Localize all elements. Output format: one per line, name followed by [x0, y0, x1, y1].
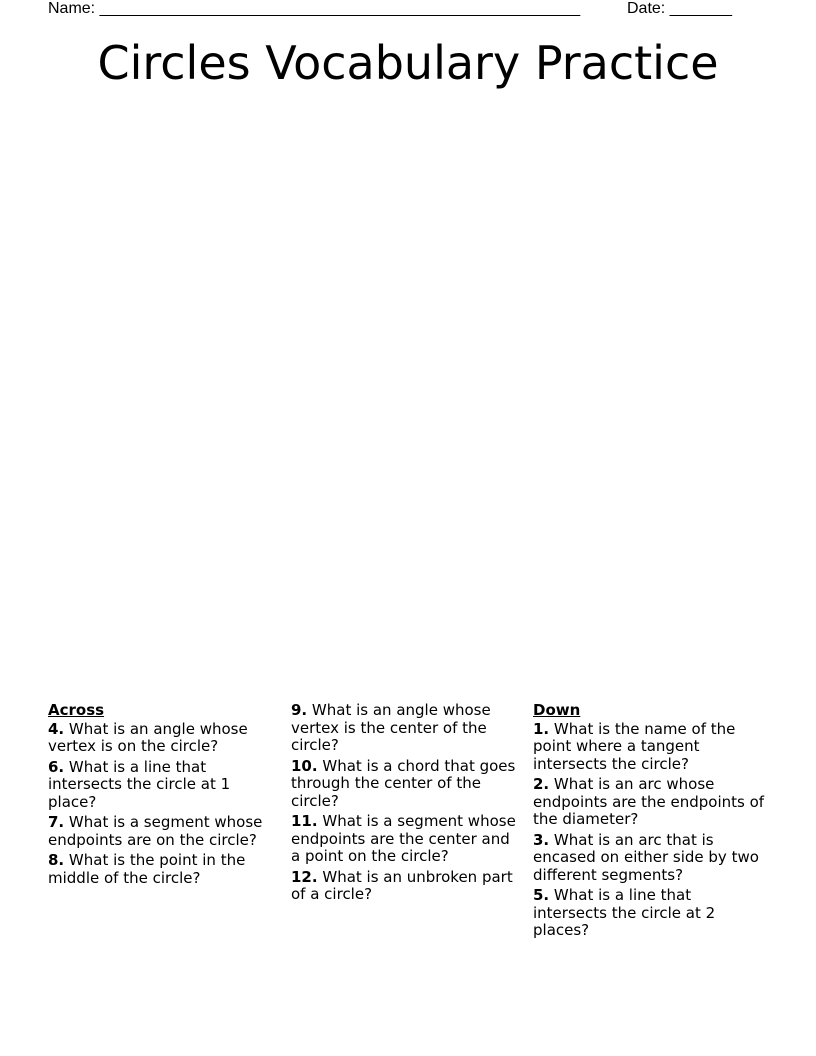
name-field-line: Name: ______________________________________________________: [48, 0, 581, 17]
clue-across: 10. What is a chord that goes through the center of the circle?: [291, 756, 516, 810]
clue-down: 1. What is the name of the point where a tangent intersects the circle?: [533, 719, 736, 773]
clue-down: 3. What is an arc that is encased on either side by two different segments?: [533, 830, 759, 884]
clue-across: 7. What is a segment whose endpoints are on the circle?: [48, 813, 263, 849]
clues-across-continued-column: [291, 702, 523, 907]
clue-across: 11. What is a segment whose endpoints are the center and a point on the circle?: [291, 812, 516, 865]
clue-across: 6. What is a line that intersects the circle at 1 place?: [48, 757, 231, 811]
down-heading: Down: [533, 701, 581, 719]
page-title: Circles Vocabulary Practice: [97, 36, 719, 90]
clues-across-column: [48, 702, 280, 890]
clue-across: 8. What is the point in the middle of the circle?: [48, 851, 246, 887]
date-field-line: Date: _______: [627, 0, 732, 17]
clue-down: 5. What is a line that intersects the circle at 2 places?: [533, 886, 716, 939]
clue-down: 2. What is an arc whose endpoints are the endpoints of the diameter?: [533, 775, 765, 828]
clue-across: 12. What is an unbroken part of a circle?: [291, 867, 513, 903]
clue-across: 9. What is an angle whose vertex is the center of the circle?: [291, 701, 491, 754]
clues-down-column: [533, 702, 765, 943]
across-heading: Across: [48, 701, 105, 719]
clue-across: 4. What is an angle whose vertex is on the circle?: [48, 719, 248, 755]
